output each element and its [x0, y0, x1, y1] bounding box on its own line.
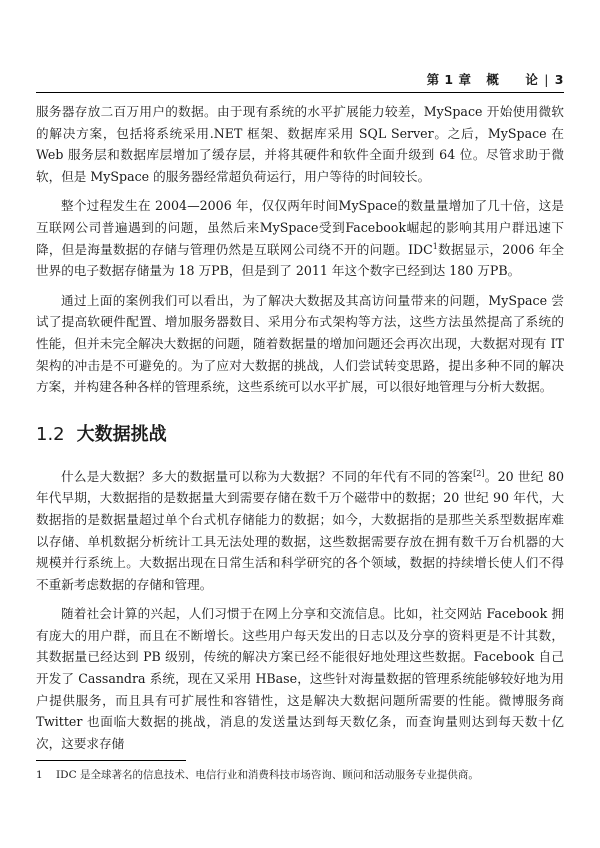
- paragraph-social-computing: [36, 603, 564, 754]
- header-rule: [36, 92, 564, 93]
- header-separator: |: [544, 72, 549, 87]
- chapter-label: 第 1 章: [426, 72, 472, 87]
- paragraph-idc: [36, 195, 564, 281]
- paragraph-text: 整个过程发生在 2004—2006 年，仅仅两年时间MySpace的数量量增加了几十倍，这是互联网公司普遍遇到的问题，虽然后来MySpace受到Facebook崛起的影响其用户群迅速下降，但是海量数据的存储与管理仍然是互联网公司绕不开的问题。IDC: [36, 198, 564, 257]
- running-header: [427, 70, 564, 88]
- paragraph-text: 通过上面的案例我们可以看出，为了解决大数据及其高访问量带来的问题，MySpace 尝试了提高软硬件配置、增加服务器数目、采用分布式架构等方法，这些方法虽然提高了系统的性能，但并未完全解决大数据的问题，随着数据量的增加问题还会再次出现，大数据对现有 IT 架构的冲击是不可避免的。为了应对大数据的挑战，人们尝试转变思路，提出多种不同的解决方案，并构建各种各样的管理系统，这些系统可以水平扩展，可以很好地管理与分析大数据。: [36, 292, 564, 395]
- paragraph-summary: [36, 290, 564, 398]
- paragraph-text: 随着社会计算的兴起，人们习惯于在网上分享和交流信息。比如，社交网站 Facebook 拥有庞大的用户群，而且在不断增长。这些用户每天发出的日志以及分享的资料更是不计其数，其数据量已经达到 PB 级别，传统的解决方案已经不能很好地处理这些数据。Facebook 自己开发了 Cassandra 系统，现在又采用 HBase，这些针对海量数据的管理系统能够较好地为用户提供服务，而且具有可扩展性和容错性，这是解决大数据问题所需要的性能。微博服务商 Twitter 也面临大数据的挑战，消息的发送量达到每天数亿条，而查询量则达到每天数十亿次，这要求存储: [36, 606, 564, 751]
- footnote: [36, 767, 564, 783]
- footnote-rule: [36, 760, 186, 761]
- paragraph-text: 数据显示，2006 年全世界的电子数据存储量为 18 万PB，但是到了 2011 年这个数字已经到达 180 万PB。: [36, 241, 564, 279]
- footnote-number: 1: [36, 769, 43, 781]
- citation-marker[interactable]: [2]: [473, 468, 485, 478]
- footnote-text: IDC 是全球著名的信息技术、电信行业和消费科技市场咨询、顾问和活动服务专业提供商。: [56, 769, 479, 781]
- chapter-title: 概 论: [486, 72, 539, 87]
- paragraph-text: 服务器存放二百万用户的数据。由于现有系统的水平扩展能力较差，MySpace 开始使用微软的解决方案，包括将系统采用.NET 框架、数据库采用 SQL Server。之后，MySpace 在 Web 服务层和数据库层增加了缓存层，并将其硬件和软件全面升级到 64 位。尽管求助于微软，但是 MySpace 的服务器经常超负荷运行，用户等待的时间较长。: [36, 104, 564, 184]
- page-body: [36, 101, 564, 762]
- section-heading: [36, 420, 564, 446]
- paragraph-text: 。20 世纪 80 年代早期，大数据指的是数据量大到需要存储在数千万个磁带中的数据；20 世纪 90 年代，大数据指的是数据量超过单个台式机存储能力的数据；如今，大数据指的是那些关系型数据库难以存储、单机数据分析统计工具无法处理的数据，这些数据需要存放在拥有数千万台机器的大规模并行系统上。大数据出现在日常生活和科学研究的各个领域，数据的持续增长使人们不得不重新考虑数据的存储和管理。: [36, 468, 564, 592]
- paragraph-continued: [36, 101, 564, 187]
- paragraph-text: 什么是大数据？多大的数据量可以称为大数据？不同的年代有不同的答案: [61, 468, 474, 484]
- section-number: 1.2: [36, 423, 65, 445]
- paragraph-definition: [36, 466, 564, 596]
- section-title: 大数据挑战: [76, 423, 167, 445]
- footnote-marker[interactable]: 1: [432, 241, 438, 251]
- page-number: 3: [554, 72, 564, 87]
